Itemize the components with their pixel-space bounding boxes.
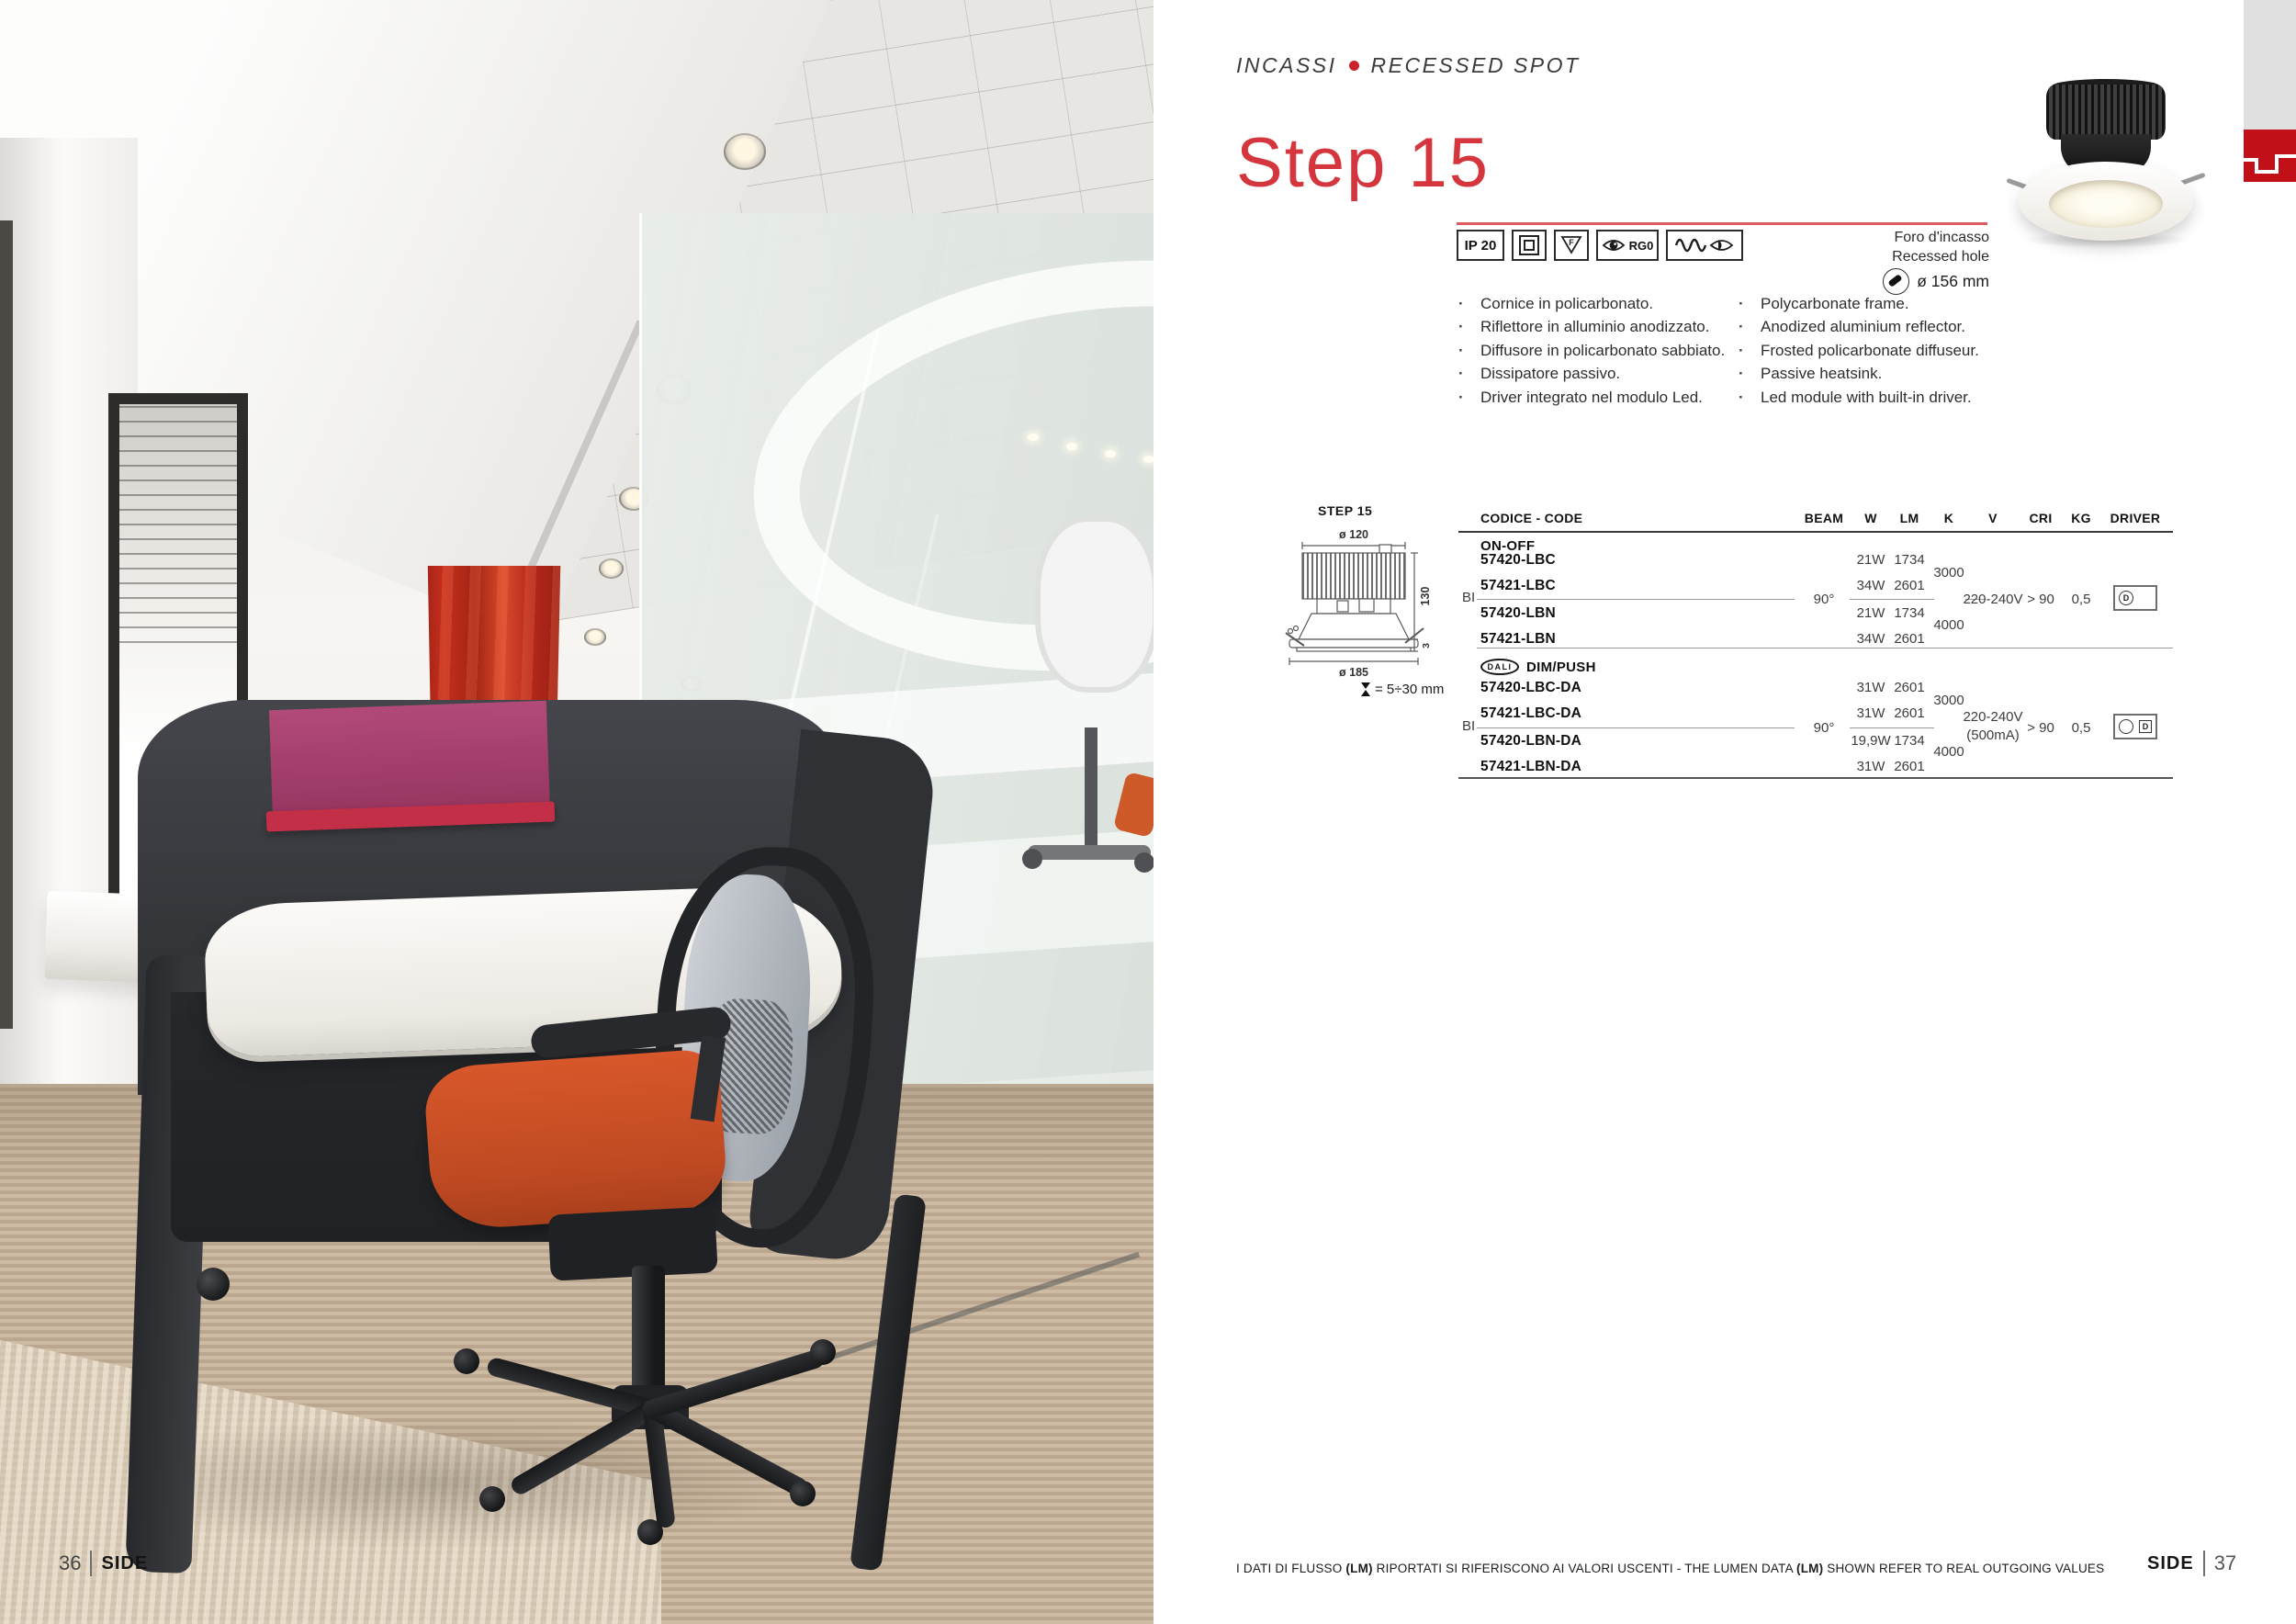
adjust-arrows-icon — [1361, 682, 1370, 696]
bullet: · — [1458, 318, 1464, 336]
feature-text: Driver integrato nel modulo Led. — [1480, 388, 1703, 406]
col-header-v: V — [1988, 511, 1998, 525]
brand-logo — [2244, 130, 2296, 182]
ceiling-light-dot — [1105, 450, 1116, 457]
feature-item — [1458, 386, 1734, 410]
dali-logo: DALI — [1480, 659, 1519, 675]
recessed-hole-label-en: Recessed hole — [1892, 249, 1989, 265]
v-cell: 220-240V — [1963, 592, 2023, 607]
page-title: Step 15 — [1236, 124, 1490, 202]
brand-name-left: SIDE — [101, 1552, 149, 1573]
code-cell: 57421-LBN — [1480, 631, 1556, 647]
recessed-hole-size — [1796, 268, 1989, 295]
feature-item — [1458, 292, 1734, 316]
code-cell: 57421-LBC — [1480, 578, 1556, 593]
code-cell: 57421-LBN-DA — [1480, 759, 1582, 774]
recessed-light — [599, 558, 624, 579]
dim-bottom-label: ø 185 — [1339, 666, 1368, 679]
footnote-text: RIPORTATI SI RIFERISCONO AI VALORI USCENTI - THE LUMEN DATA — [1372, 1562, 1796, 1575]
recessed-light — [584, 628, 606, 646]
beam-cell: 90° — [1813, 720, 1835, 736]
col-header-w: W — [1864, 511, 1877, 525]
w-cell: 21W — [1856, 605, 1885, 621]
category-en: RECESSED SPOT — [1370, 53, 1581, 77]
feature-item — [1458, 316, 1734, 340]
w-cell: 31W — [1856, 759, 1885, 774]
col-header-cri: CRI — [2029, 511, 2053, 525]
lm-cell: 1734 — [1894, 605, 1925, 621]
feature-text: Diffusore in policarbonato sabbiato. — [1480, 341, 1726, 359]
orange-armrest-behind-glass — [1113, 772, 1154, 838]
recessed-hole-label-it: Foro d'incasso — [1894, 230, 1989, 245]
w-cell: 31W — [1856, 705, 1885, 721]
lm-cell: 2601 — [1894, 680, 1925, 695]
adjust-range — [1361, 682, 1444, 697]
red-dot-icon — [1349, 61, 1359, 71]
feature-text: Polycarbonate frame. — [1761, 294, 1909, 312]
w-cell: 31W — [1856, 680, 1885, 695]
rg0-badge — [1596, 230, 1659, 261]
driver-icon-onoff — [2113, 585, 2157, 611]
bullet: · — [1458, 341, 1464, 359]
k-cell: 4000 — [1933, 617, 1964, 633]
v-cell: 220-240V — [1963, 709, 2023, 725]
feature-item — [1739, 386, 2032, 410]
catalog-page — [1154, 0, 2296, 1624]
product-heatsink — [2046, 85, 2166, 140]
bullet: · — [1739, 365, 1744, 383]
kg-cell: 0,5 — [2071, 592, 2091, 607]
footnote-lm: (LM) — [1345, 1562, 1373, 1575]
col-header-k: K — [1943, 511, 1954, 525]
lm-cell: 1734 — [1894, 733, 1925, 749]
code-cell: 57420-LBN — [1480, 605, 1556, 621]
bullet: · — [1739, 341, 1744, 359]
driver-d-circle: D — [2119, 591, 2133, 605]
lm-cell: 2601 — [1894, 705, 1925, 721]
driver-d-square: D — [2139, 720, 2152, 733]
kg-cell: 0,5 — [2071, 720, 2091, 736]
brand-name-right: SIDE — [2147, 1552, 2194, 1573]
k-cell: 4000 — [1933, 744, 1964, 760]
desk-caster — [197, 1268, 230, 1301]
hole-diameter: ø 156 mm — [1917, 272, 1989, 290]
ip20-label: IP 20 — [1464, 237, 1497, 254]
dim-flange-label: 3 — [1421, 643, 1432, 648]
ip20-badge — [1457, 230, 1504, 261]
code-cell: 57420-LBC-DA — [1480, 680, 1582, 695]
table-header-rule — [1458, 531, 2173, 533]
category-it: INCASSI — [1236, 53, 1337, 77]
breadcrumb — [1236, 53, 1581, 78]
eye-icon — [1602, 238, 1626, 253]
lm-cell: 2601 — [1894, 759, 1925, 774]
white-chair-caster — [1134, 852, 1154, 873]
ceiling-light-dot — [1143, 456, 1154, 463]
rg0-label: RG0 — [1628, 238, 1654, 253]
w-cell: 34W — [1856, 631, 1885, 647]
feature-text: Anodized aluminium reflector. — [1761, 318, 1966, 336]
feature-text: Frosted policarbonate diffuseur. — [1761, 341, 1979, 359]
window-blinds — [119, 404, 237, 643]
row-divider — [1477, 727, 1795, 728]
cri-cell: > 90 — [2027, 592, 2054, 607]
product-diffuser — [2049, 180, 2163, 228]
chair-caster — [810, 1339, 836, 1365]
row-divider — [1477, 599, 1795, 600]
w-cell: 19,9W — [1851, 733, 1891, 749]
k-cell: 3000 — [1933, 565, 1964, 581]
bullet: · — [1739, 318, 1744, 336]
feature-text: Led module with built-in driver. — [1761, 388, 1972, 406]
adjust-text: = 5÷30 mm — [1375, 682, 1445, 697]
feature-item — [1458, 339, 1734, 363]
f-triangle-icon — [1560, 235, 1582, 255]
footnote-text: I DATI DI FLUSSO — [1236, 1562, 1346, 1575]
page-number-left: 36 — [59, 1551, 82, 1574]
footnote — [1236, 1562, 2104, 1575]
window-frame-left — [0, 220, 13, 1029]
pagination-left — [59, 1551, 148, 1576]
code-cell: 57421-LBC-DA — [1480, 705, 1582, 721]
feature-text: Riflettore in alluminio anodizzato. — [1480, 318, 1710, 336]
recessed-hole-labels — [1796, 228, 1989, 266]
col-header-lm: LM — [1899, 511, 1919, 525]
red-rule — [1457, 222, 1987, 225]
code-cell: 57420-LBN-DA — [1480, 733, 1582, 749]
white-chair-back — [1035, 516, 1154, 693]
ceiling-light-dot — [1028, 434, 1039, 441]
ceiling-light-dot — [1066, 443, 1077, 450]
section-label-onoff: ON-OFF — [1480, 538, 1536, 554]
col-header-driver: DRIVER — [2110, 511, 2161, 525]
dim-height-label: 130 — [1419, 586, 1432, 606]
row-divider — [1850, 727, 1934, 728]
diagram-title: STEP 15 — [1318, 503, 1373, 518]
chair-seat-orange — [422, 1048, 729, 1232]
bullet: · — [1458, 365, 1464, 383]
chair-caster — [454, 1348, 479, 1374]
page-number-right: 37 — [2213, 1551, 2237, 1574]
code-cell: 57420-LBC — [1480, 552, 1556, 568]
bullet: · — [1739, 388, 1744, 406]
row-divider — [1850, 599, 1934, 600]
class2-badge — [1512, 230, 1547, 261]
table-bottom-rule — [1458, 777, 2173, 779]
bullet: · — [1458, 294, 1464, 312]
chair-caster — [637, 1519, 663, 1545]
finish-cell: BI — [1462, 718, 1476, 734]
feature-text: Passive heatsink. — [1761, 365, 1883, 383]
f-mark-badge — [1554, 230, 1589, 261]
recessed-light — [724, 133, 766, 170]
feature-item — [1739, 292, 2032, 316]
dim-top-label: ø 120 — [1339, 528, 1368, 541]
lm-cell: 2601 — [1894, 631, 1925, 647]
section-label-dimpush: DIM/PUSH — [1526, 659, 1596, 675]
cri-cell: > 90 — [2027, 720, 2054, 736]
finish-cell: BI — [1462, 590, 1476, 605]
features-it — [1458, 292, 1734, 410]
section-header-dimpush — [1480, 659, 1596, 675]
lm-cell: 2601 — [1894, 578, 1925, 593]
feature-item — [1458, 363, 1734, 387]
driver-lamp-circle — [2119, 719, 2133, 734]
technical-drawing — [1278, 525, 1438, 691]
white-chair-stem — [1085, 727, 1097, 847]
pagination-divider — [90, 1551, 92, 1576]
chair-caster — [479, 1486, 505, 1512]
svg-text:F: F — [1569, 238, 1574, 247]
footnote-lm: (LM) — [1796, 1562, 1824, 1575]
features-en — [1739, 292, 2032, 410]
feature-text: Cornice in policarbonato. — [1480, 294, 1654, 312]
pagination-divider — [2203, 1551, 2205, 1576]
feature-text: Dissipatore passivo. — [1480, 365, 1621, 383]
feature-item — [1739, 316, 2032, 340]
feature-item — [1739, 363, 2032, 387]
w-cell: 34W — [1856, 578, 1885, 593]
flicker-free-badge — [1666, 230, 1743, 261]
k-cell: 3000 — [1933, 693, 1964, 708]
driver-icon-dali — [2113, 714, 2157, 739]
w-cell: 21W — [1856, 552, 1885, 568]
beam-cell: 90° — [1813, 592, 1835, 607]
footnote-text: SHOWN REFER TO REAL OUTGOING VALUES — [1823, 1562, 2105, 1575]
v-ma-cell: (500mA) — [1966, 727, 2020, 743]
feature-item — [1739, 339, 2032, 363]
chair-caster — [790, 1481, 816, 1506]
bullet: · — [1739, 294, 1744, 312]
white-chair-base — [1028, 845, 1151, 860]
double-square-icon — [1519, 235, 1539, 255]
white-chair-caster — [1022, 849, 1042, 869]
col-header-kg: KG — [2071, 511, 2091, 525]
bullet: · — [1458, 388, 1464, 406]
brand-logo-bar — [2244, 0, 2296, 130]
pagination-right — [2147, 1551, 2236, 1576]
brand-logo-step-icon — [2244, 130, 2296, 182]
col-header-code: CODICE - CODE — [1480, 511, 1583, 525]
hole-saw-icon — [1883, 268, 1909, 295]
flicker-wave-eye-icon — [1674, 235, 1735, 255]
lm-cell: 1734 — [1894, 552, 1925, 568]
col-header-beam: BEAM — [1804, 511, 1844, 525]
